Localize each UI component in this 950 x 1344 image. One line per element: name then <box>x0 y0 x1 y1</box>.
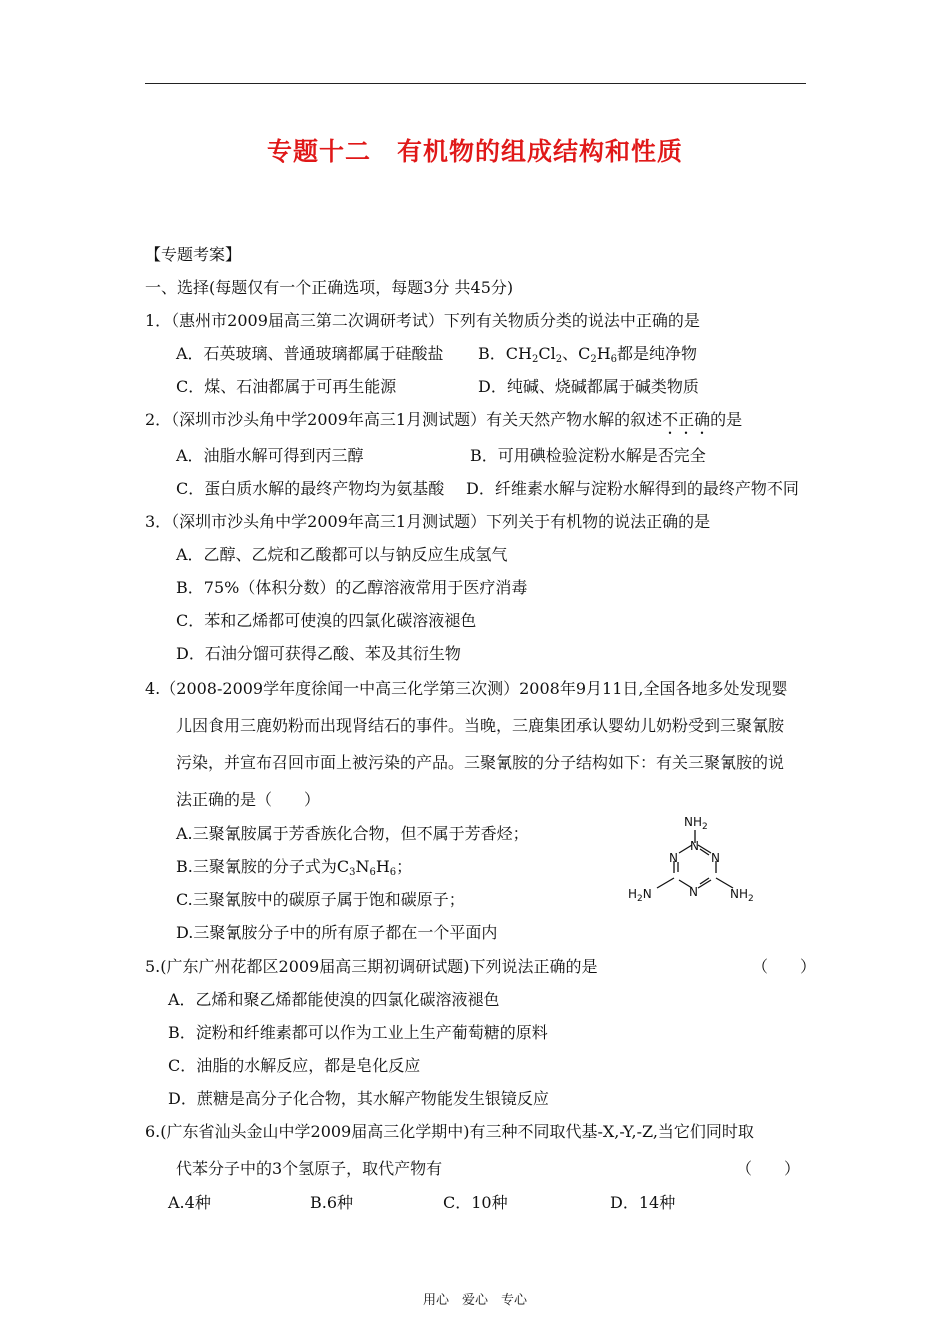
page-footer: 用心 爱心 专心 <box>422 1293 527 1308</box>
q1-option-c: C．煤、石油都属于可再生能源 <box>176 377 397 396</box>
q5-option-a: A．乙烯和聚乙烯都能使溴的四氯化碳溶液褪色 <box>168 990 500 1009</box>
melamine-structure-diagram <box>620 812 770 914</box>
q5-answer-paren: （ ） <box>752 957 817 976</box>
q6-option-b: B.6种 <box>310 1193 354 1212</box>
left-amino-group: $H_2N$ <box>628 887 652 904</box>
q2-option-c: C．蛋白质水解的最终产物均为氨基酸 <box>176 479 445 498</box>
header-rule <box>145 83 806 84</box>
q1-option-b: B．$CH_2Cl_2$、$C_2H_6$都是纯净物 <box>478 344 698 365</box>
q1-option-d: D．纯碱、烧碱都属于碱类物质 <box>478 377 699 396</box>
q3-option-d: D．石油分馏可获得乙酸、苯及其衍生物 <box>176 644 461 663</box>
q3-option-b: B．75%（体积分数）的乙醇溶液常用于医疗消毒 <box>176 578 528 597</box>
page-title: 专题十二 有机物的组成结构和性质 <box>266 137 683 166</box>
part-heading: 一、选择(每题仅有一个正确选项，每题3分 共45分) <box>145 278 514 297</box>
q4-stem-line3: 污染，并宣布召回市面上被污染的产品。三聚氰胺的分子结构如下：有关三聚氰胺的说 <box>176 753 785 772</box>
q6-option-d: D．14种 <box>610 1193 676 1212</box>
q2-option-d: D．纤维素水解与淀粉水解得到的最终产物不同 <box>466 479 799 498</box>
q5-option-d: D．蔗糖是高分子化合物，其水解产物能发生银镜反应 <box>168 1089 549 1108</box>
q6-option-a: A.4种 <box>168 1193 211 1212</box>
ring-nitrogen: N <box>711 851 720 865</box>
q2-stem: 2．（深圳市沙头角中学2009年高三1月测试题）有关天然产物水解的叙述不正确的是 <box>145 410 743 429</box>
q4-stem-line2: 儿因食用三鹿奶粉而出现肾结石的事件。当晚，三鹿集团承认婴幼儿奶粉受到三聚氰胺 <box>176 716 785 735</box>
q1-stem: 1．（惠州市2009届高三第二次调研考试）下列有关物质分类的说法中正确的是 <box>145 311 700 330</box>
q4-option-c: C.三聚氰胺中的碳原子属于饱和碳原子； <box>176 890 465 909</box>
q6-stem-line1: 6.(广东省汕头金山中学2009届高三化学期中)有三种不同取代基-X,-Y,-Z,当它们同时取 <box>145 1122 754 1141</box>
section-label: 【专题考案】 <box>145 245 242 264</box>
q6-option-c: C．10种 <box>443 1193 508 1212</box>
emphasized-text: 不正确 <box>662 410 711 429</box>
q3-option-a: A．乙醇、乙烷和乙酸都可以与钠反应生成氢气 <box>176 545 508 564</box>
q4-stem-line1: 4.（2008-2009学年度徐闻一中高三化学第三次测）2008年9月11日,全国各地多处发现婴 <box>145 679 788 698</box>
q4-option-a: A.三聚氰胺属于芳香族化合物，但不属于芳香烃； <box>176 824 529 843</box>
q4-option-b: B.三聚氰胺的分子式为$C_3N_6H_6$； <box>176 857 413 878</box>
q5-option-b: B．淀粉和纤维素都可以作为工业上生产葡萄糖的原料 <box>168 1023 548 1042</box>
q2-option-a: A．油脂水解可得到丙三醇 <box>176 446 364 465</box>
q5-stem: 5.(广东广州花都区2009届高三期初调研试题)下列说法正确的是 <box>145 957 598 976</box>
ring-nitrogen: N <box>690 839 699 853</box>
right-amino-group: $NH_2$ <box>730 887 754 904</box>
q2-option-b: B．可用碘检验淀粉水解是否完全 <box>470 446 706 465</box>
q6-stem-line2: 代苯分子中的3个氢原子，取代产物有 <box>176 1159 443 1178</box>
q6-answer-paren: （ ） <box>736 1159 801 1178</box>
q5-option-c: C．油脂的水解反应，都是皂化反应 <box>168 1056 421 1075</box>
q3-option-c: C．苯和乙烯都可使溴的四氯化碳溶液褪色 <box>176 611 477 630</box>
q4-option-d: D.三聚氰胺分子中的所有原子都在一个平面内 <box>176 923 498 942</box>
ring-nitrogen: N <box>689 885 698 899</box>
q1-option-a: A．石英玻璃、普通玻璃都属于硅酸盐 <box>176 344 444 363</box>
q3-stem: 3．（深圳市沙头角中学2009年高三1月测试题）下列关于有机物的说法正确的是 <box>145 512 711 531</box>
ring-nitrogen: N <box>669 851 678 865</box>
q4-stem-line4: 法正确的是（ ） <box>176 790 321 809</box>
top-amino-group: $NH_2$ <box>684 815 708 832</box>
